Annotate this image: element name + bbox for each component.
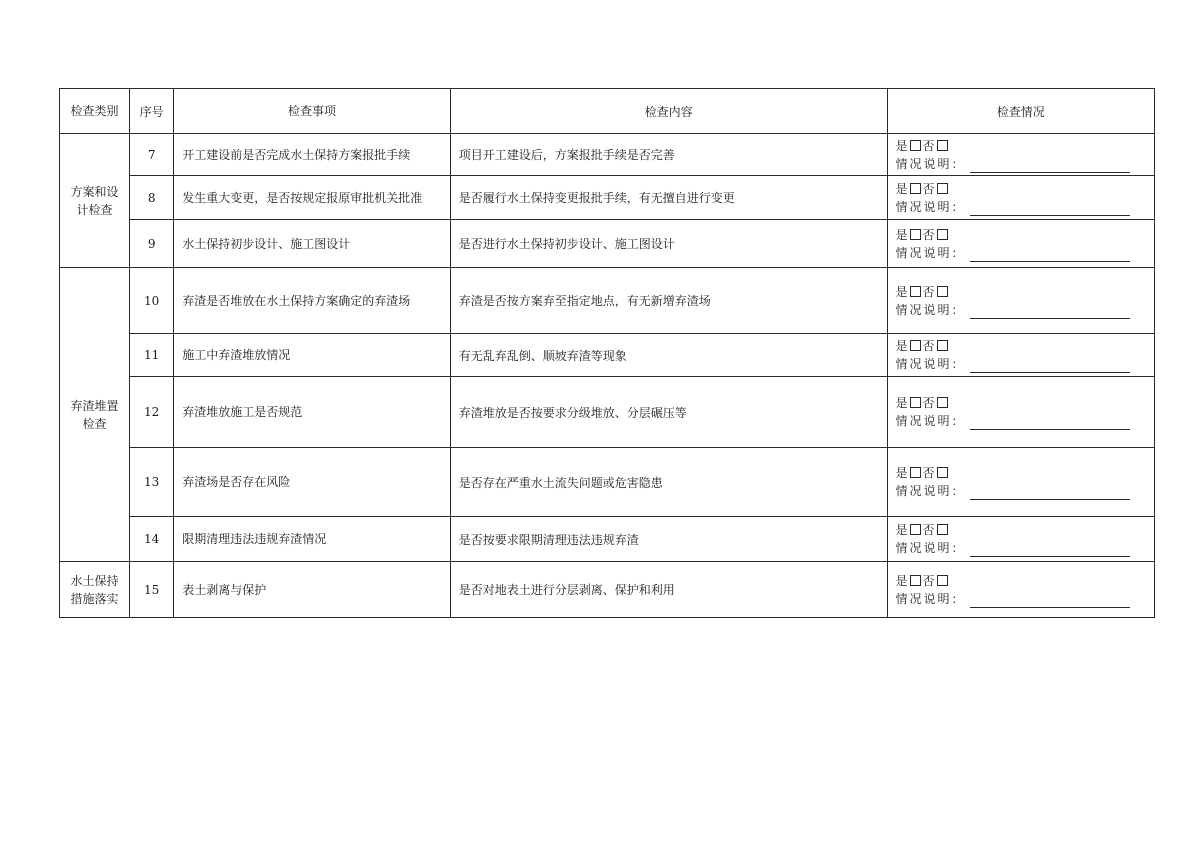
inspection-content: 是否存在严重水土流失问题或危害隐患 <box>450 448 887 517</box>
table-row <box>60 220 1155 268</box>
yes-label: 是 <box>895 339 908 353</box>
no-checkbox[interactable] <box>937 397 948 408</box>
yes-checkbox[interactable] <box>910 467 921 478</box>
note-input-line[interactable] <box>970 544 1130 557</box>
inspection-item: 开工建设前是否完成水土保持方案报批手续 <box>174 134 451 176</box>
status-cell <box>887 268 1155 334</box>
yes-label: 是 <box>895 181 908 196</box>
note-label: 情况说明： <box>895 484 966 498</box>
inspection-form <box>59 88 1155 618</box>
status-cell <box>887 448 1155 517</box>
no-checkbox[interactable] <box>937 575 948 586</box>
no-label: 否 <box>922 466 935 480</box>
no-checkbox[interactable] <box>937 286 948 297</box>
note-line <box>896 244 1155 262</box>
status-cell <box>887 562 1155 618</box>
note-line <box>896 482 1155 500</box>
note-line <box>896 539 1155 557</box>
status-cell <box>887 176 1155 220</box>
row-number: 13 <box>130 448 174 517</box>
status-cell <box>887 377 1155 448</box>
yes-label: 是 <box>895 573 908 588</box>
note-label: 情况说明： <box>895 302 966 317</box>
note-input-line[interactable] <box>970 487 1130 500</box>
note-input-line[interactable] <box>970 595 1130 608</box>
no-checkbox[interactable] <box>937 183 948 194</box>
table-row <box>60 377 1155 448</box>
row-number: 9 <box>130 220 174 268</box>
yes-no-choice <box>896 337 1155 355</box>
note-input-line[interactable] <box>970 417 1130 430</box>
note-input-line[interactable] <box>970 249 1130 262</box>
yes-no-choice <box>896 180 1155 198</box>
inspection-item: 表土剥离与保护 <box>174 562 451 618</box>
note-line <box>896 155 1155 173</box>
status-cell <box>887 517 1155 562</box>
note-line <box>896 198 1155 216</box>
yes-label: 是 <box>895 466 908 480</box>
inspection-item: 限期清理违法违规弃渣情况 <box>174 517 451 562</box>
header-status: 检查情况 <box>887 89 1155 134</box>
inspection-item: 施工中弃渣堆放情况 <box>174 334 451 377</box>
no-checkbox[interactable] <box>937 524 948 535</box>
yes-checkbox[interactable] <box>910 140 921 151</box>
no-label: 否 <box>922 227 935 242</box>
no-label: 否 <box>922 396 935 410</box>
yes-no-choice <box>896 283 1155 301</box>
note-input-line[interactable] <box>970 360 1130 373</box>
inspection-item: 发生重大变更，是否按规定报原审批机关批准 <box>174 176 451 220</box>
inspection-content: 弃渣堆放是否按要求分级堆放、分层碾压等 <box>450 377 887 448</box>
table-row <box>60 176 1155 220</box>
note-line <box>896 355 1155 373</box>
yes-label: 是 <box>895 523 908 537</box>
header-number: 序号 <box>130 89 174 134</box>
no-checkbox[interactable] <box>937 229 948 240</box>
row-number: 14 <box>130 517 174 562</box>
no-label: 否 <box>922 138 935 153</box>
no-checkbox[interactable] <box>937 467 948 478</box>
row-number: 11 <box>130 334 174 377</box>
status-cell <box>887 134 1155 176</box>
table-body <box>60 134 1155 618</box>
inspection-item: 弃渣堆放施工是否规范 <box>174 377 451 448</box>
no-label: 否 <box>922 284 935 299</box>
category-cell: 方案和设计检查 <box>60 134 130 268</box>
header-content: 检查内容 <box>450 89 887 134</box>
yes-no-choice <box>896 464 1155 482</box>
inspection-content: 是否进行水土保持初步设计、施工图设计 <box>450 220 887 268</box>
note-label: 情况说明： <box>895 199 966 214</box>
no-checkbox[interactable] <box>937 140 948 151</box>
yes-checkbox[interactable] <box>910 229 921 240</box>
note-label: 情况说明： <box>895 591 966 606</box>
note-input-line[interactable] <box>970 160 1130 173</box>
inspection-content: 有无乱弃乱倒、顺坡弃渣等现象 <box>450 334 887 377</box>
yes-no-choice <box>896 572 1155 590</box>
yes-checkbox[interactable] <box>910 524 921 535</box>
yes-checkbox[interactable] <box>910 575 921 586</box>
inspection-table <box>59 88 1155 618</box>
no-label: 否 <box>922 523 935 537</box>
row-number: 8 <box>130 176 174 220</box>
yes-no-choice <box>896 394 1155 412</box>
inspection-content: 是否对地表土进行分层剥离、保护和利用 <box>450 562 887 618</box>
note-label: 情况说明： <box>895 156 966 171</box>
row-number: 12 <box>130 377 174 448</box>
inspection-item: 弃渣场是否存在风险 <box>174 448 451 517</box>
yes-no-choice <box>896 521 1155 539</box>
no-label: 否 <box>922 573 935 588</box>
table-header-row <box>60 89 1155 134</box>
table-row <box>60 134 1155 176</box>
note-line <box>896 301 1155 319</box>
note-label: 情况说明： <box>895 541 966 555</box>
category-cell: 弃渣堆置检查 <box>60 268 130 562</box>
note-input-line[interactable] <box>970 203 1130 216</box>
header-category: 检查类别 <box>60 89 130 134</box>
no-label: 否 <box>922 339 935 353</box>
row-number: 7 <box>130 134 174 176</box>
header-item: 检查事项 <box>174 89 451 134</box>
no-checkbox[interactable] <box>937 340 948 351</box>
yes-checkbox[interactable] <box>910 286 921 297</box>
yes-no-choice <box>896 137 1155 155</box>
row-number: 15 <box>130 562 174 618</box>
note-line <box>896 590 1155 608</box>
note-label: 情况说明： <box>895 245 966 260</box>
inspection-content: 是否履行水土保持变更报批手续，有无擅自进行变更 <box>450 176 887 220</box>
yes-checkbox[interactable] <box>910 397 921 408</box>
inspection-item: 水土保持初步设计、施工图设计 <box>174 220 451 268</box>
note-input-line[interactable] <box>970 306 1130 319</box>
row-number: 10 <box>130 268 174 334</box>
note-line <box>896 412 1155 430</box>
yes-label: 是 <box>895 284 908 299</box>
category-cell: 水土保持措施落实 <box>60 562 130 618</box>
status-cell <box>887 220 1155 268</box>
yes-checkbox[interactable] <box>910 183 921 194</box>
status-cell <box>887 334 1155 377</box>
no-label: 否 <box>922 181 935 196</box>
table-row <box>60 268 1155 334</box>
table-row <box>60 517 1155 562</box>
yes-label: 是 <box>895 227 908 242</box>
table-row <box>60 562 1155 618</box>
table-row <box>60 334 1155 377</box>
yes-no-choice <box>896 226 1155 244</box>
yes-label: 是 <box>895 396 908 410</box>
inspection-content: 是否按要求限期清理违法违规弃渣 <box>450 517 887 562</box>
inspection-content: 弃渣是否按方案弃至指定地点，有无新增弃渣场 <box>450 268 887 334</box>
inspection-content: 项目开工建设后，方案报批手续是否完善 <box>450 134 887 176</box>
yes-checkbox[interactable] <box>910 340 921 351</box>
note-label: 情况说明： <box>895 357 966 371</box>
note-label: 情况说明： <box>895 414 966 428</box>
inspection-item: 弃渣是否堆放在水土保持方案确定的弃渣场 <box>174 268 451 334</box>
yes-label: 是 <box>895 138 908 153</box>
table-row <box>60 448 1155 517</box>
